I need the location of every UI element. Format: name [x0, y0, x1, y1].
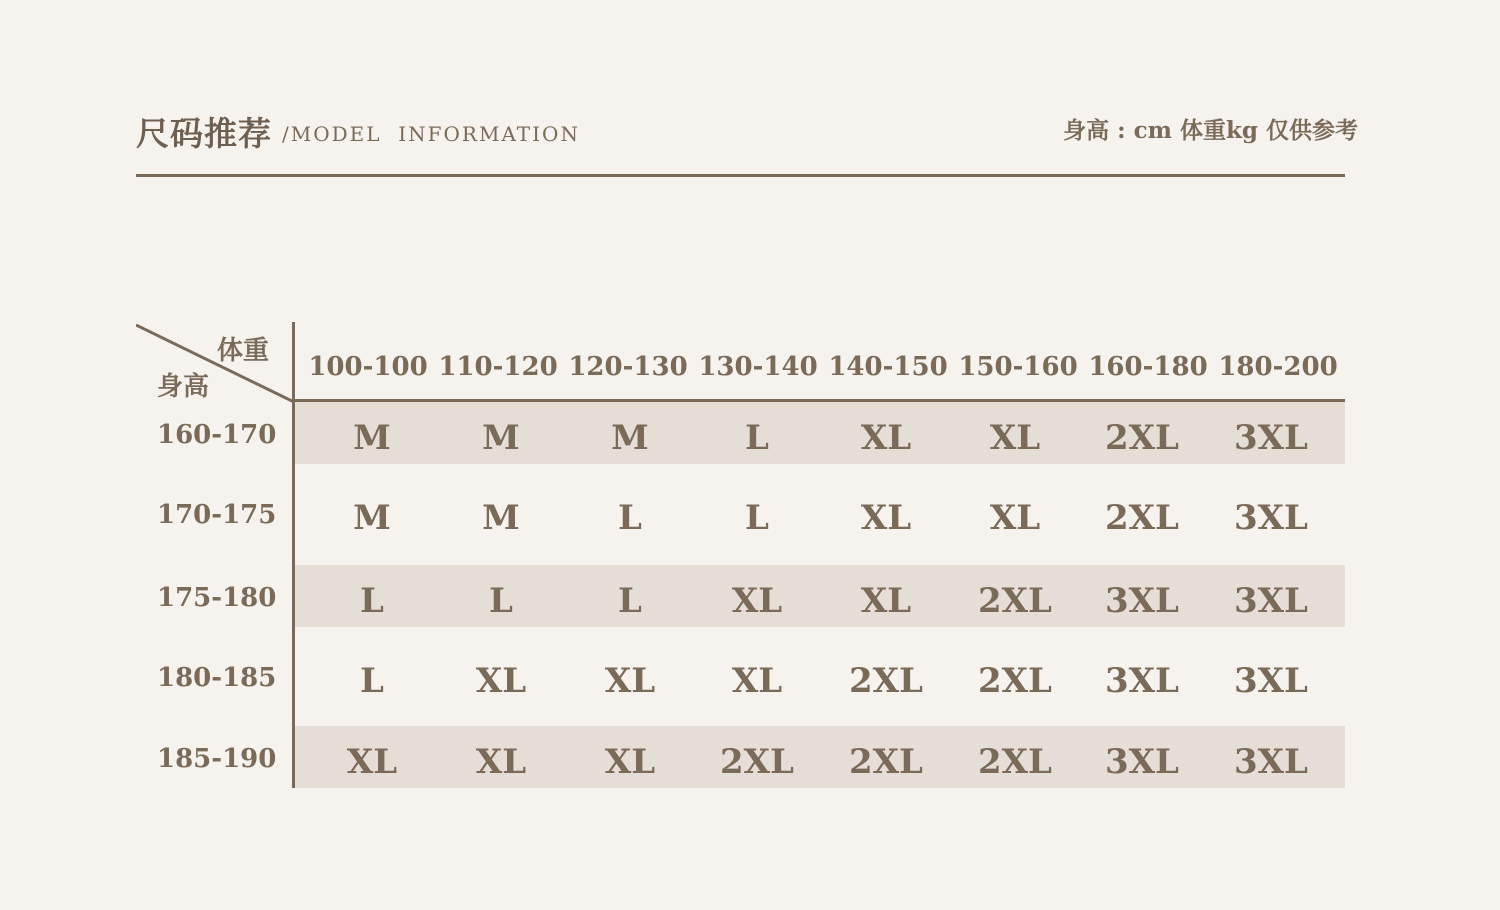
column-header: 140-150	[828, 352, 948, 382]
table-cell: XL	[860, 418, 912, 458]
table-cell: 2XL	[849, 661, 923, 701]
table-row	[0, 482, 1345, 544]
column-header: 110-120	[438, 352, 558, 382]
table-cell: 3XL	[1234, 418, 1308, 458]
table-cell: 2XL	[720, 742, 794, 782]
table-cell: XL	[989, 498, 1041, 538]
corner-weight-label: 体重	[217, 336, 270, 366]
column-header: 100-100	[308, 352, 428, 382]
table-cell: L	[745, 498, 769, 538]
table-cell: M	[482, 418, 520, 458]
table-cell: 2XL	[1105, 498, 1179, 538]
table-cell: 2XL	[978, 742, 1052, 782]
table-cell: 3XL	[1234, 661, 1308, 701]
table-cell: XL	[731, 581, 783, 621]
table-row	[0, 402, 1345, 464]
table-cell: 3XL	[1234, 498, 1308, 538]
table-cell: 2XL	[978, 661, 1052, 701]
table-cell: XL	[860, 498, 912, 538]
table-cell: L	[618, 498, 642, 538]
table-cell: XL	[989, 418, 1041, 458]
table-cell: M	[611, 418, 649, 458]
vertical-divider	[292, 322, 295, 788]
table-cell: L	[745, 418, 769, 458]
table-row	[0, 645, 1345, 707]
table-row	[0, 565, 1345, 627]
table-cell: XL	[604, 742, 656, 782]
title-en: /MODEL INFORMATION	[282, 122, 580, 146]
row-label: 170-175	[157, 500, 277, 530]
table-cell: M	[353, 418, 391, 458]
table-cell: M	[482, 498, 520, 538]
column-header: 150-160	[958, 352, 1078, 382]
table-cell: L	[360, 661, 384, 701]
table-row	[0, 726, 1345, 788]
unit-note: 身高 : cm 体重kg 仅供参考	[1063, 117, 1358, 144]
table-cell: L	[360, 581, 384, 621]
table-cell: 2XL	[1105, 418, 1179, 458]
column-header: 180-200	[1218, 352, 1338, 382]
table-cell: 3XL	[1105, 581, 1179, 621]
table-cell: XL	[731, 661, 783, 701]
row-label: 180-185	[157, 663, 277, 693]
table-cell: 2XL	[978, 581, 1052, 621]
corner-height-label: 身高	[157, 372, 210, 402]
column-header: 160-180	[1088, 352, 1208, 382]
row-label: 185-190	[157, 744, 277, 774]
table-cell: 3XL	[1105, 742, 1179, 782]
table-cell: 3XL	[1234, 581, 1308, 621]
table-cell: XL	[346, 742, 398, 782]
table-cell: XL	[604, 661, 656, 701]
table-cell: L	[618, 581, 642, 621]
table-cell: M	[353, 498, 391, 538]
table-cell: L	[489, 581, 513, 621]
table-cell: XL	[475, 742, 527, 782]
table-cell: 3XL	[1234, 742, 1308, 782]
table-cell: XL	[475, 661, 527, 701]
column-header: 120-130	[568, 352, 688, 382]
table-cell: 3XL	[1105, 661, 1179, 701]
table-cell: 2XL	[849, 742, 923, 782]
row-label: 175-180	[157, 583, 277, 613]
table-cell: XL	[860, 581, 912, 621]
column-header: 130-140	[698, 352, 818, 382]
title-cn: 尺码推荐	[136, 114, 272, 153]
row-label: 160-170	[157, 420, 277, 450]
